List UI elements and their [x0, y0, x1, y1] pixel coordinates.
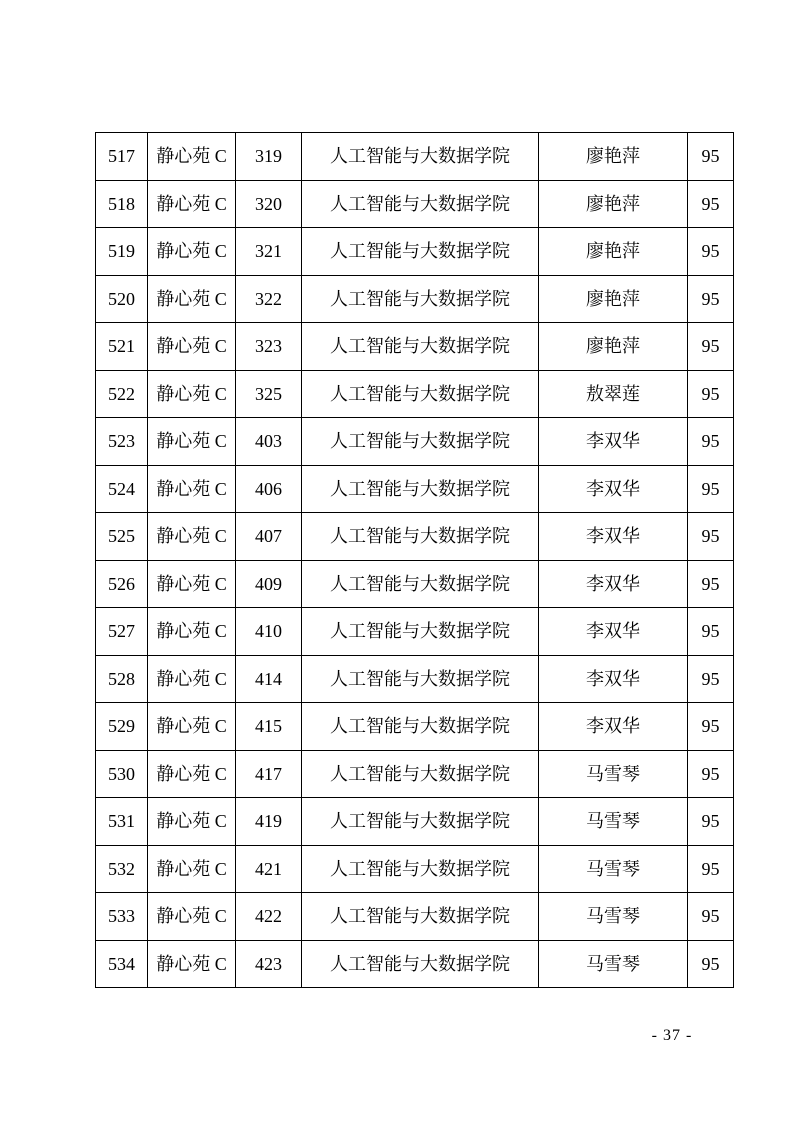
table-row [96, 370, 734, 418]
building-cell: 静心苑 C [148, 228, 236, 276]
building-cell: 静心苑 C [148, 513, 236, 561]
person-name-cell: 马雪琴 [539, 845, 688, 893]
score-cell: 95 [688, 275, 734, 323]
row-number-cell: 525 [96, 513, 148, 561]
row-number-cell: 530 [96, 750, 148, 798]
college-cell: 人工智能与大数据学院 [302, 893, 539, 941]
person-name-cell: 李双华 [539, 608, 688, 656]
row-number-cell: 528 [96, 655, 148, 703]
score-cell: 95 [688, 228, 734, 276]
room-number-cell: 407 [236, 513, 302, 561]
room-number-cell: 414 [236, 655, 302, 703]
college-cell: 人工智能与大数据学院 [302, 418, 539, 466]
row-number-cell: 518 [96, 180, 148, 228]
building-cell: 静心苑 C [148, 465, 236, 513]
table-row [96, 608, 734, 656]
building-cell: 静心苑 C [148, 323, 236, 371]
person-name-cell: 廖艳萍 [539, 133, 688, 181]
college-cell: 人工智能与大数据学院 [302, 608, 539, 656]
score-cell: 95 [688, 133, 734, 181]
person-name-cell: 廖艳萍 [539, 228, 688, 276]
row-number-cell: 524 [96, 465, 148, 513]
college-cell: 人工智能与大数据学院 [302, 228, 539, 276]
building-cell: 静心苑 C [148, 560, 236, 608]
building-cell: 静心苑 C [148, 703, 236, 751]
person-name-cell: 廖艳萍 [539, 275, 688, 323]
score-cell: 95 [688, 513, 734, 561]
person-name-cell: 李双华 [539, 418, 688, 466]
row-number-cell: 534 [96, 940, 148, 988]
table-row [96, 228, 734, 276]
score-cell: 95 [688, 893, 734, 941]
college-cell: 人工智能与大数据学院 [302, 750, 539, 798]
building-cell: 静心苑 C [148, 750, 236, 798]
room-number-cell: 421 [236, 845, 302, 893]
college-cell: 人工智能与大数据学院 [302, 133, 539, 181]
table-row [96, 323, 734, 371]
building-cell: 静心苑 C [148, 180, 236, 228]
person-name-cell: 李双华 [539, 560, 688, 608]
building-cell: 静心苑 C [148, 608, 236, 656]
room-number-cell: 325 [236, 370, 302, 418]
college-cell: 人工智能与大数据学院 [302, 560, 539, 608]
building-cell: 静心苑 C [148, 418, 236, 466]
person-name-cell: 李双华 [539, 655, 688, 703]
row-number-cell: 517 [96, 133, 148, 181]
score-cell: 95 [688, 465, 734, 513]
college-cell: 人工智能与大数据学院 [302, 940, 539, 988]
room-number-cell: 417 [236, 750, 302, 798]
score-cell: 95 [688, 323, 734, 371]
score-cell: 95 [688, 845, 734, 893]
person-name-cell: 马雪琴 [539, 893, 688, 941]
table-row [96, 798, 734, 846]
score-cell: 95 [688, 560, 734, 608]
room-number-cell: 423 [236, 940, 302, 988]
row-number-cell: 523 [96, 418, 148, 466]
row-number-cell: 527 [96, 608, 148, 656]
building-cell: 静心苑 C [148, 845, 236, 893]
score-cell: 95 [688, 655, 734, 703]
room-number-cell: 415 [236, 703, 302, 751]
table-row [96, 418, 734, 466]
score-cell: 95 [688, 418, 734, 466]
person-name-cell: 廖艳萍 [539, 323, 688, 371]
building-cell: 静心苑 C [148, 133, 236, 181]
row-number-cell: 519 [96, 228, 148, 276]
table-row [96, 893, 734, 941]
building-cell: 静心苑 C [148, 370, 236, 418]
row-number-cell: 531 [96, 798, 148, 846]
person-name-cell: 马雪琴 [539, 750, 688, 798]
room-number-cell: 320 [236, 180, 302, 228]
table-row [96, 655, 734, 703]
college-cell: 人工智能与大数据学院 [302, 845, 539, 893]
college-cell: 人工智能与大数据学院 [302, 323, 539, 371]
room-number-cell: 323 [236, 323, 302, 371]
table-row [96, 750, 734, 798]
room-number-cell: 406 [236, 465, 302, 513]
college-cell: 人工智能与大数据学院 [302, 370, 539, 418]
room-number-cell: 322 [236, 275, 302, 323]
room-number-cell: 319 [236, 133, 302, 181]
table-row [96, 180, 734, 228]
building-cell: 静心苑 C [148, 655, 236, 703]
person-name-cell: 李双华 [539, 513, 688, 561]
dorm-score-table [95, 132, 734, 988]
room-number-cell: 321 [236, 228, 302, 276]
row-number-cell: 533 [96, 893, 148, 941]
room-number-cell: 410 [236, 608, 302, 656]
row-number-cell: 521 [96, 323, 148, 371]
person-name-cell: 李双华 [539, 703, 688, 751]
score-cell: 95 [688, 940, 734, 988]
table-body [96, 133, 734, 988]
person-name-cell: 廖艳萍 [539, 180, 688, 228]
score-cell: 95 [688, 798, 734, 846]
score-cell: 95 [688, 608, 734, 656]
building-cell: 静心苑 C [148, 893, 236, 941]
college-cell: 人工智能与大数据学院 [302, 798, 539, 846]
room-number-cell: 422 [236, 893, 302, 941]
table-row [96, 465, 734, 513]
college-cell: 人工智能与大数据学院 [302, 703, 539, 751]
row-number-cell: 529 [96, 703, 148, 751]
building-cell: 静心苑 C [148, 275, 236, 323]
score-cell: 95 [688, 370, 734, 418]
score-cell: 95 [688, 180, 734, 228]
building-cell: 静心苑 C [148, 940, 236, 988]
room-number-cell: 419 [236, 798, 302, 846]
table-row [96, 560, 734, 608]
room-number-cell: 409 [236, 560, 302, 608]
row-number-cell: 522 [96, 370, 148, 418]
person-name-cell: 李双华 [539, 465, 688, 513]
college-cell: 人工智能与大数据学院 [302, 655, 539, 703]
college-cell: 人工智能与大数据学院 [302, 513, 539, 561]
person-name-cell: 马雪琴 [539, 940, 688, 988]
score-cell: 95 [688, 703, 734, 751]
table-row [96, 940, 734, 988]
score-cell: 95 [688, 750, 734, 798]
table-row [96, 275, 734, 323]
row-number-cell: 526 [96, 560, 148, 608]
college-cell: 人工智能与大数据学院 [302, 275, 539, 323]
row-number-cell: 520 [96, 275, 148, 323]
college-cell: 人工智能与大数据学院 [302, 180, 539, 228]
person-name-cell: 敖翠莲 [539, 370, 688, 418]
person-name-cell: 马雪琴 [539, 798, 688, 846]
table-row [96, 703, 734, 751]
building-cell: 静心苑 C [148, 798, 236, 846]
room-number-cell: 403 [236, 418, 302, 466]
page-number: - 37 - [651, 1027, 693, 1044]
table-row [96, 133, 734, 181]
row-number-cell: 532 [96, 845, 148, 893]
college-cell: 人工智能与大数据学院 [302, 465, 539, 513]
table-row [96, 513, 734, 561]
table-row [96, 845, 734, 893]
